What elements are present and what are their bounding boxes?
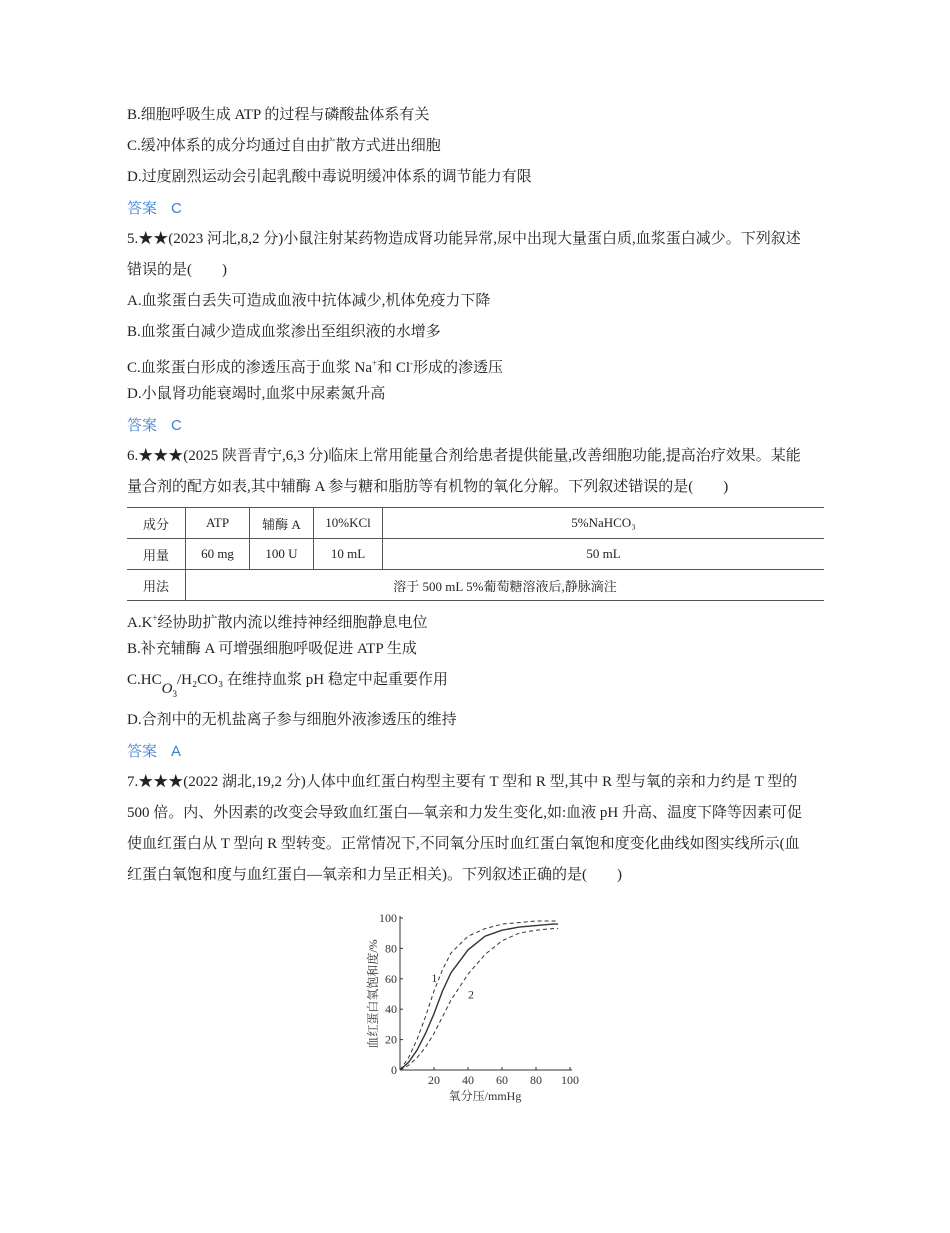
q5-option-b: B.血浆蛋白减少造成血浆渗出至组织液的水增多 xyxy=(127,324,441,340)
subscript: 3 xyxy=(172,689,177,699)
y-tick-label: 60 xyxy=(385,971,397,986)
q5-option-d: D.小鼠肾功能衰竭时,血浆中尿素氮升高 xyxy=(127,386,386,402)
answer-value: C xyxy=(171,200,182,217)
answer-value: A xyxy=(171,743,182,760)
y-tick-label: 80 xyxy=(385,941,397,956)
curve-label-1: 1 xyxy=(431,970,438,985)
q6-stem-line2: 量合剂的配方如表,其中辅酶 A 参与糖和脂肪等有机物的氧化分解。下列叙述错误的是( ) xyxy=(127,479,729,495)
series-line-solid xyxy=(400,924,558,1070)
x-tick-label: 20 xyxy=(428,1073,440,1087)
table-cell: 用法 xyxy=(127,570,186,601)
q6-option-a-part: A.K xyxy=(127,615,153,631)
table-cell: 5%NaHCO₃ xyxy=(383,508,825,539)
series-line-1 xyxy=(400,921,558,1070)
q6-option-a-part: 经协助扩散内流以维持神经细胞静息电位 xyxy=(157,615,428,631)
superscript: + xyxy=(152,613,158,623)
q6-option-b: B.补充辅酶 A 可增强细胞呼吸促进 ATP 生成 xyxy=(127,641,417,657)
table-row xyxy=(127,508,824,539)
superscript: + xyxy=(372,358,378,368)
q6-option-c-part: C.HC xyxy=(127,672,162,688)
q6-option-d: D.合剂中的无机盐离子参与细胞外液渗透压的维持 xyxy=(127,712,457,728)
x-axis-label: 氧分压/mmHg xyxy=(448,1089,522,1103)
table-cell: 辅酶 A xyxy=(250,508,314,539)
q5-option-a: A.血浆蛋白丢失可造成血液中抗体减少,机体免疫力下降 xyxy=(127,293,491,309)
chart-svg xyxy=(363,908,593,1108)
curve-label-2: 2 xyxy=(468,987,474,1002)
q5-option-c xyxy=(127,348,827,379)
q6-option-c-part: O xyxy=(161,681,173,697)
y-axis-label: 血红蛋白氧饱和度/% xyxy=(366,939,380,1049)
q4-option-b: B.细胞呼吸生成 ATP 的过程与磷酸盐体系有关 xyxy=(127,107,430,123)
formula-table xyxy=(127,507,824,601)
q4-option-c: C.缓冲体系的成分均通过自由扩散方式进出细胞 xyxy=(127,138,441,154)
q6-option-c-part: /H₂CO₃ 在维持血浆 pH 稳定中起重要作用 xyxy=(176,672,448,688)
q5-option-c-part: 形成的渗透压 xyxy=(413,360,504,376)
table-cell: 100 U xyxy=(250,539,314,570)
q5-stem-line2: 错误的是( ) xyxy=(127,262,227,278)
y-tick-label: 100 xyxy=(379,911,397,925)
x-tick-label: 60 xyxy=(496,1073,508,1087)
q7-stem-line1: 7.★★★(2022 湖北,19,2 分)人体中血红蛋白构型主要有 T 型和 R 型,其中 R 型与氧的亲和力约是 T 型的 xyxy=(127,774,798,790)
series-line-2 xyxy=(400,929,558,1070)
table-cell: 10%KCl xyxy=(314,508,383,539)
table-cell: 溶于 500 mL 5%葡萄糖溶液后,静脉滴注 xyxy=(186,570,825,601)
q5-answer xyxy=(127,410,827,441)
answer-value: C xyxy=(171,417,182,434)
table-cell: 50 mL xyxy=(383,539,825,570)
table-cell: ATP xyxy=(186,508,250,539)
q6-option-a xyxy=(127,603,827,634)
superscript: - xyxy=(410,358,414,368)
table-cell: 10 mL xyxy=(314,539,383,570)
table-row xyxy=(127,570,824,601)
answer-label: 答案 xyxy=(127,417,158,434)
y-tick-label: 40 xyxy=(385,1002,397,1017)
q6-answer xyxy=(127,736,827,767)
q5-stem-line1: 5.★★(2023 河北,8,2 分)小鼠注射某药物造成肾功能异常,尿中出现大量蛋白质,血浆蛋白减少。下列叙述 xyxy=(127,231,801,247)
table-cell: 成分 xyxy=(127,508,186,539)
q4-option-d: D.过度剧烈运动会引起乳酸中毒说明缓冲体系的调节能力有限 xyxy=(127,169,532,185)
q6-stem-line1: 6.★★★(2025 陕晋青宁,6,3 分)临床上常用能量合剂给患者提供能量,改善细胞功能,提高治疗效果。某能 xyxy=(127,448,801,464)
oxygen-saturation-chart xyxy=(363,908,593,1113)
q7-stem-line2: 500 倍。内、外因素的改变会导致血红蛋白—氧亲和力发生变化,如:血液 pH 升高、温度下降等因素可促 xyxy=(127,805,803,821)
origin-label: 0 xyxy=(391,1063,397,1077)
q5-option-c-part: C.血浆蛋白形成的渗透压高于血浆 Na xyxy=(127,360,372,376)
q7-stem-line3: 使血红蛋白从 T 型向 R 型转变。正常情况下,不同氧分压时血红蛋白氧饱和度变化曲线如图实线所示(血 xyxy=(127,836,800,852)
table-cell: 60 mg xyxy=(186,539,250,570)
x-tick-label: 100 xyxy=(561,1073,579,1087)
q5-option-c-part: 和 Cl xyxy=(377,360,411,376)
q6-option-c xyxy=(127,665,827,705)
q7-stem-line4: 红蛋白氧饱和度与血红蛋白—氧亲和力呈正相关)。下列叙述正确的是( ) xyxy=(127,867,622,883)
x-tick-label: 40 xyxy=(462,1073,474,1087)
answer-label: 答案 xyxy=(127,743,158,760)
x-tick-label: 80 xyxy=(530,1073,542,1087)
chart-series xyxy=(400,921,558,1070)
q4-answer xyxy=(127,193,827,224)
y-tick-label: 20 xyxy=(385,1032,397,1047)
table-row xyxy=(127,539,824,570)
answer-label: 答案 xyxy=(127,200,158,217)
table-cell: 用量 xyxy=(127,539,186,570)
document-page xyxy=(127,100,827,891)
